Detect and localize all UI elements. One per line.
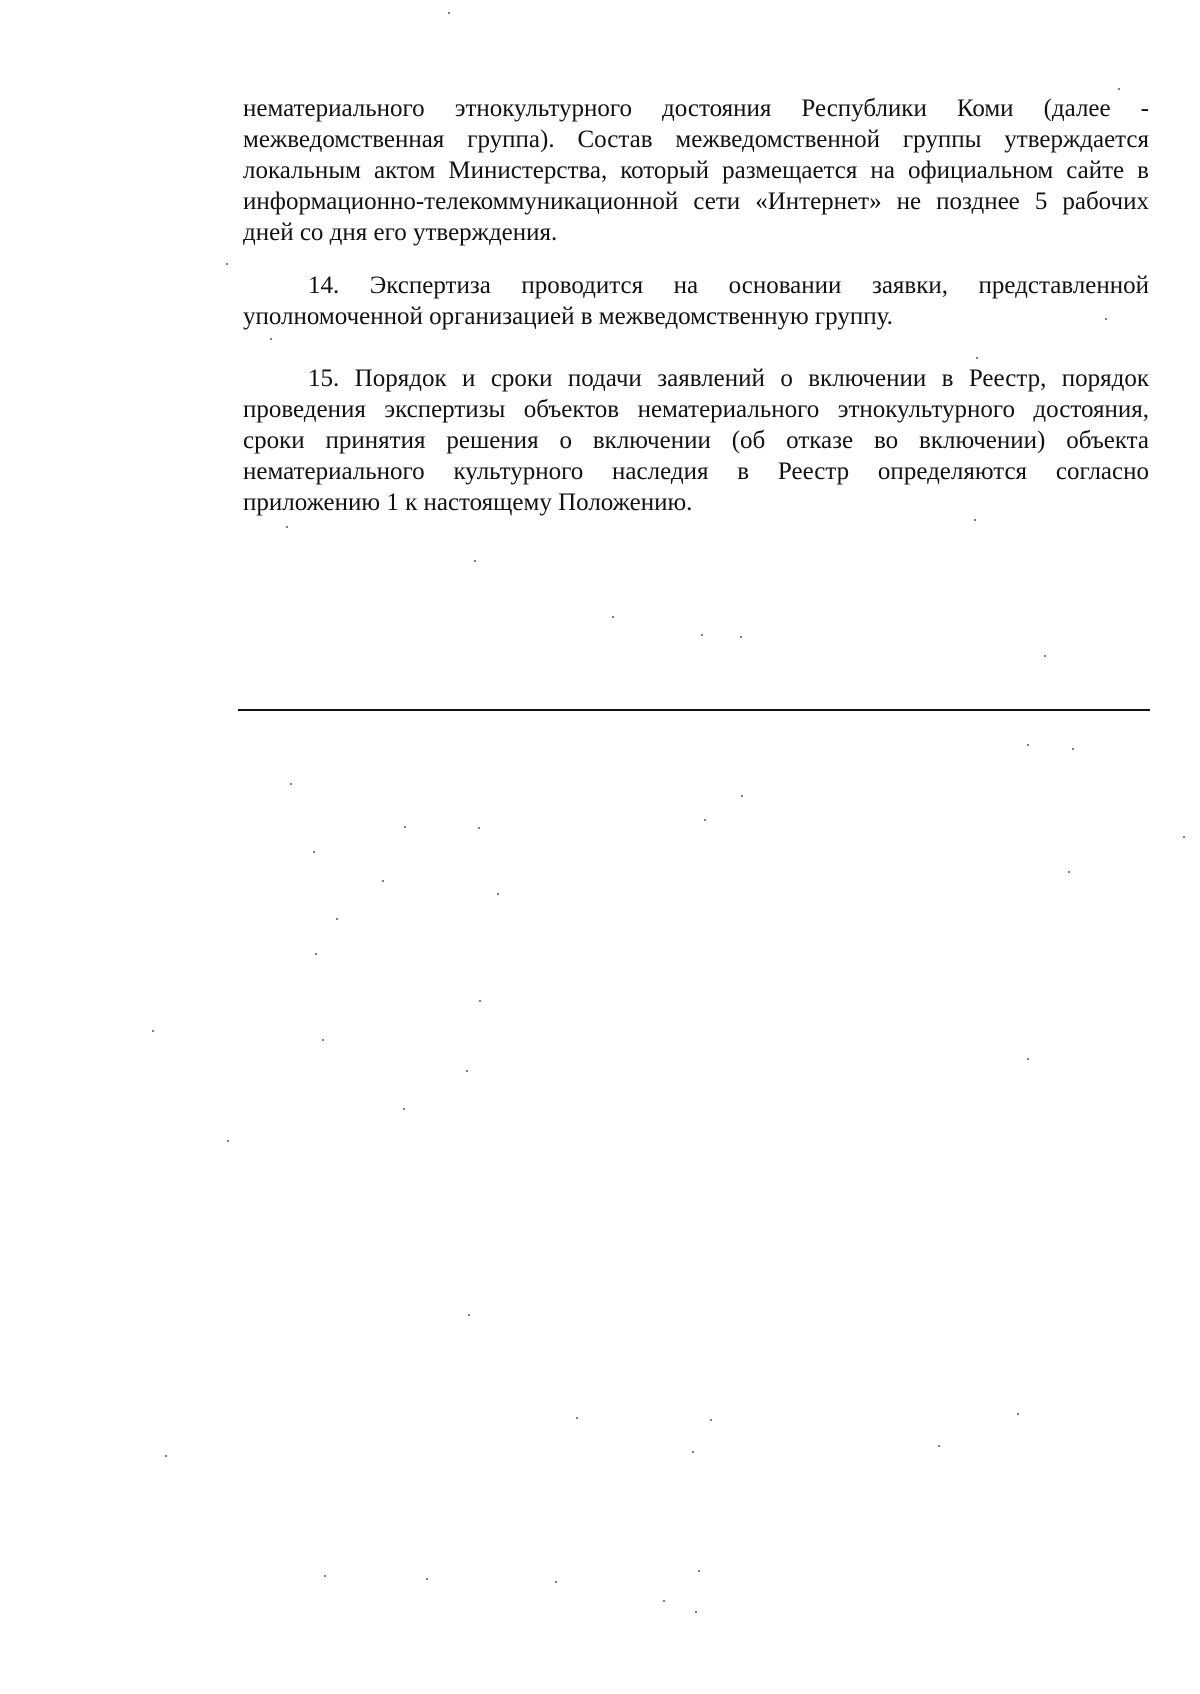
paragraph-continuation: нематериального этнокультурного достояния Республики Коми (далее - межведомственная группа). Состав межведомственной группы утверждается локальным актом Министерства, который размещается на официальном сайте в информационно-телекоммуникационной сети «Интернет» не позднее 5 рабочих дней со дня его утверждения. bbox=[243, 95, 1149, 246]
paragraph-15: 15. Порядок и сроки подачи заявлений о включении в Реестр, порядок проведения экспертизы объектов нематериального этнокультурного достояния, сроки принятия решения о включении (об отказе во включении) объекта нематериального культурного наследия в Реестр определяются согласно приложению 1 к настоящему Положению. bbox=[243, 365, 1149, 516]
paragraph-14: 14. Экспертиза проводится на основании заявки, представленной уполномоченной организацией в межведомственную группу. bbox=[243, 272, 1149, 330]
horizontal-divider bbox=[238, 709, 1150, 711]
